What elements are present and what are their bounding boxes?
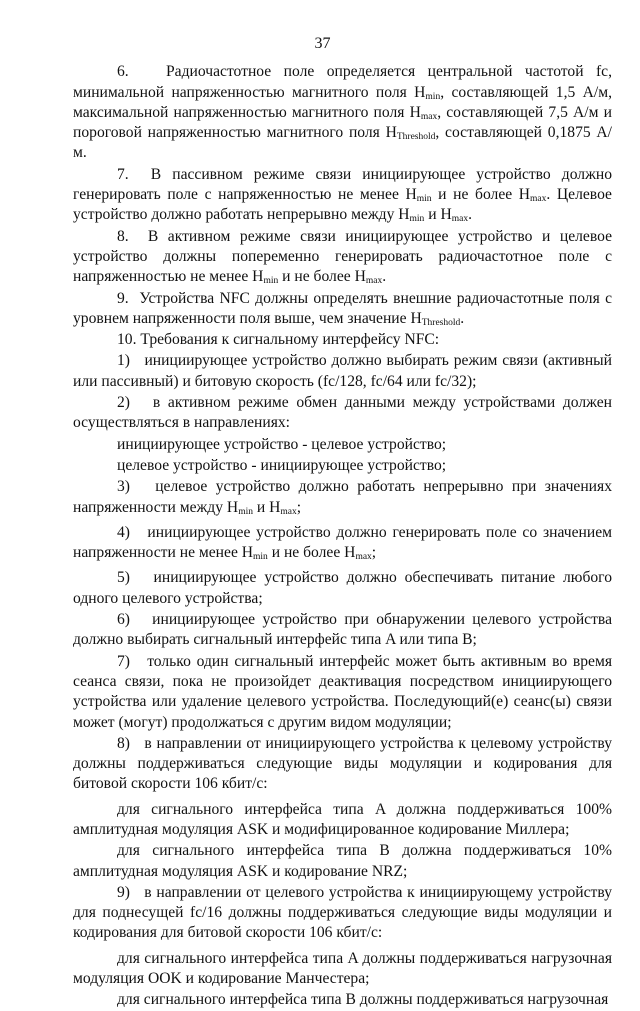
paragraph-p10-9a [73,949,612,990]
text-run: 7. В пассивном режиме связи инициирующее устройство должно генерировать поле с напряженностью не менее H [73,165,612,204]
text-run: ; [296,498,302,516]
paragraph-p10-9b [73,990,612,1010]
text-run: и не более H [278,268,366,286]
text-run: , составляющей 7,5 А/м и пороговой напряженностью магнитного поля H [73,103,612,142]
text-run: для сигнального интерфейса типа A должны поддерживаться нагрузочная модуляция OOK и кодирование Манчестера; [73,949,612,988]
text-run: и не более H [431,186,531,204]
paragraph-p10-4 [73,523,612,564]
text-run: . Целевое устройство должно работать непрерывно между H [73,186,612,224]
paragraph-p10-8b [73,841,612,882]
paragraph-p10-9 [73,883,612,944]
subscript: min [425,91,441,102]
text-run: 6. Радиочастотное поле определяется центральной частотой fc, минимальной напряженностью магнитного поля H [73,63,612,101]
paragraph-p10-7 [73,652,612,733]
text-run: 8. В активном режиме связи инициирующее устройство и целевое устройство должны попеременно генерировать радиочастотное поле с напряженностью не менее H [73,227,612,286]
paragraph-p10-8a [73,800,612,841]
subscript: min [416,194,432,205]
text-run: . [382,268,387,286]
paragraph-p10 [73,330,612,350]
subscript: max [420,111,438,122]
text-run: 1) инициирующее устройство должно выбирать режим связи (активный или пассивный) и битовую скорость (fc/128, fc/64 или fc/32); [73,352,612,390]
text-run: 2) в активном режиме обмен данными между устройствами должен осуществляться в направлениях: [73,394,612,432]
text-run: для сигнального интерфейса типа B должны поддерживаться нагрузочная [117,991,609,1009]
text-run: 9. Устройства NFC должны определять внешние радиочастотные поля с уровнем напряженности поля выше, чем значение H [73,289,612,327]
subscript: min [409,214,425,225]
text-run: и не более H [267,544,356,562]
text-run: 10. Требования к сигнальному интерфейсу NFC: [117,331,440,349]
text-run: 4) инициирующее устройство должно генерировать поле со значением напряженности не менее H [73,523,612,562]
subscript: max [355,552,372,563]
text-run: , составляющей 0,1875 А/м. [73,124,613,162]
subscript: max [280,506,297,517]
subscript: min [263,276,279,287]
text-run: инициирующее устройство - целевое устройство; [117,435,447,453]
subscript: Threshold [396,132,436,143]
paragraph-p6 [73,62,612,163]
paragraph-p8 [73,227,612,288]
text-run: 5) инициирующее устройство должно обеспечивать питание любого одного целевого устройства; [73,569,612,607]
paragraph-p7 [73,165,612,226]
paragraph-p10-6 [73,610,612,651]
text-run: 7) только один сигнальный интерфейс может быть активным во время сеанса связи, пока не произойдет деактивация посредством инициирующего устройства или удаление целевого устройства. Последующий(е) сеанс(ы) связи может (могут) продолжаться с другим видом модуляции; [73,652,612,731]
page-number: 37 [314,35,331,52]
paragraph-p9 [73,289,612,330]
subscript: max [365,276,383,287]
subscript: min [253,552,268,563]
text-run: . [460,309,465,327]
subscript: min [238,506,253,517]
text-run: и H [252,498,281,516]
text-run: и H [424,206,452,224]
subscript: Threshold [421,317,461,328]
text-run: 6) инициирующее устройство при обнаружении целевого устройства должно выбирать сигнальный интерфейс типа A или типа B; [73,611,612,649]
paragraph-p10-2b [73,456,612,476]
text-run: 3) целевое устройство должно работать непрерывно при значениях напряженности между H [73,478,612,516]
document-body [73,62,612,1010]
text-run: для сигнального интерфейса типа A должна поддерживаться 100% амплитудная модуляция ASK и модифицированное кодирование Миллера; [73,800,612,838]
paragraph-p10-2a [73,435,612,455]
text-run: целевое устройство - инициирующее устройство; [117,456,447,474]
paragraph-p10-5 [73,568,612,609]
subscript: max [451,214,469,225]
paragraph-p10-2 [73,393,612,434]
text-run: ; [371,544,377,562]
paragraph-p10-3 [73,477,612,518]
text-run: . [468,206,472,224]
paragraph-p10-8 [73,734,612,795]
subscript: max [530,194,547,205]
text-run: для сигнального интерфейса типа B должна поддерживаться 10% амплитудная модуляция ASK и кодирование NRZ; [73,842,612,880]
text-run: 8) в направлении от инициирующего устройства к целевому устройству должны поддерживаться следующие виды модуляции и кодирования для битовой скорости 106 кбит/с: [73,734,612,793]
paragraph-p10-1 [73,351,612,392]
text-run: , составляющей 1,5 А/м, максимальной напряженностью магнитного поля H [73,83,612,121]
text-run: 9) в направлении от целевого устройства к инициирующему устройству для поднесущей fc/16 должны поддерживаться следующие виды модуляции и кодирования для битовой скорости 106 кбит/с: [73,883,612,942]
